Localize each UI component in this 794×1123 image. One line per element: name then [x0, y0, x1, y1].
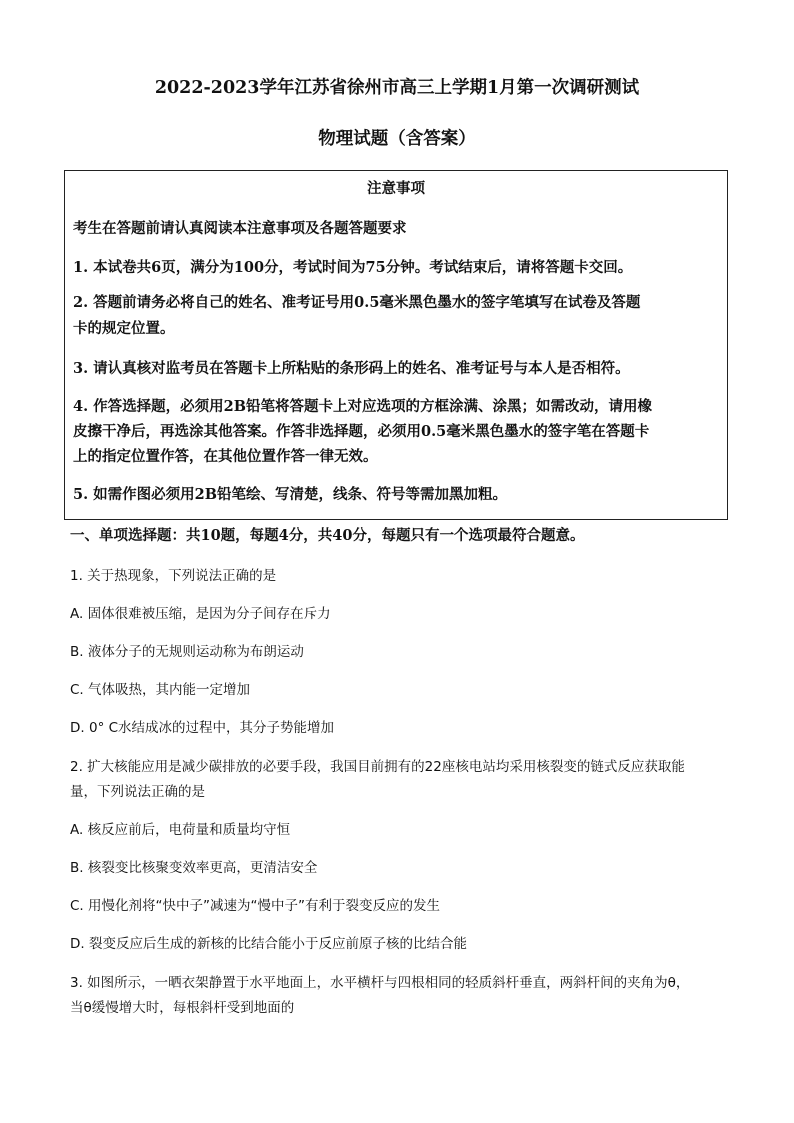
section-heading: 一、单项选择题：共10题，每题4分，共40分，每题只有一个选项最符合题意。 [70, 527, 585, 544]
question-1-option-d: D. 0° C水结成冰的过程中，其分子势能增加 [70, 720, 335, 736]
question-1-option-a: A. 固体很难被压缩，是因为分子间存在斥力 [70, 606, 331, 622]
notice-item-2a: 2. 答题前请务必将自己的姓名、准考证号用0.5毫米黑色墨水的签字笔填写在试卷及答题 [73, 294, 641, 311]
question-2-option-a: A. 核反应前后，电荷量和质量均守恒 [70, 822, 291, 838]
question-1-stem: 1. 关于热现象，下列说法正确的是 [70, 568, 277, 584]
question-2-option-b: B. 核裂变比核聚变效率更高，更清洁安全 [70, 860, 318, 876]
notice-item-1: 1. 本试卷共6页，满分为100分，考试时间为75分钟。考试结束后，请将答题卡交回。 [73, 259, 633, 276]
notice-intro: 考生在答题前请认真阅读本注意事项及各题答题要求 [73, 220, 407, 237]
document-title: 2022-2023学年江苏省徐州市高三上学期1月第一次调研测试 [154, 78, 640, 98]
question-2-option-c: C. 用慢化剂将“快中子”减速为“慢中子”有利于裂变反应的发生 [70, 898, 440, 914]
document-subtitle: 物理试题（含答案） [318, 129, 476, 149]
notice-heading: 注意事项 [367, 180, 425, 197]
notice-item-3: 3. 请认真核对监考员在答题卡上所粘贴的条形码上的姓名、准考证号与本人是否相符。 [73, 360, 630, 377]
question-2-stem-b: 量，下列说法正确的是 [70, 784, 205, 800]
question-3-stem-a: 3. 如图所示，一晒衣架静置于水平地面上，水平横杆与四根相同的轻质斜杆垂直，两斜杆间的夹角为θ， [70, 975, 690, 991]
notice-item-4c: 上的指定位置作答，在其他位置作答一律无效。 [73, 448, 378, 465]
notice-item-4a: 4. 作答选择题，必须用2B铅笔将答题卡上对应选项的方框涂满、涂黑；如需改动，请用橡 [73, 398, 653, 415]
question-3-stem-b: 当θ缓慢增大时，每根斜杆受到地面的 [70, 1000, 295, 1016]
question-1-option-b: B. 液体分子的无规则运动称为布朗运动 [70, 644, 304, 660]
question-2-stem-a: 2. 扩大核能应用是减少碳排放的必要手段，我国目前拥有的22座核电站均采用核裂变的链式反应获取能 [70, 759, 685, 775]
notice-item-4b: 皮擦干净后，再选涂其他答案。作答非选择题，必须用0.5毫米黑色墨水的签字笔在答题卡 [73, 423, 650, 440]
notice-item-5: 5. 如需作图必须用2B铅笔绘、写清楚，线条、符号等需加黑加粗。 [73, 486, 508, 503]
question-2-option-d: D. 裂变反应后生成的新核的比结合能小于反应前原子核的比结合能 [70, 936, 467, 952]
notice-box [64, 170, 728, 520]
question-1-option-c: C. 气体吸热，其内能一定增加 [70, 682, 251, 698]
notice-item-2b: 卡的规定位置。 [73, 320, 175, 337]
